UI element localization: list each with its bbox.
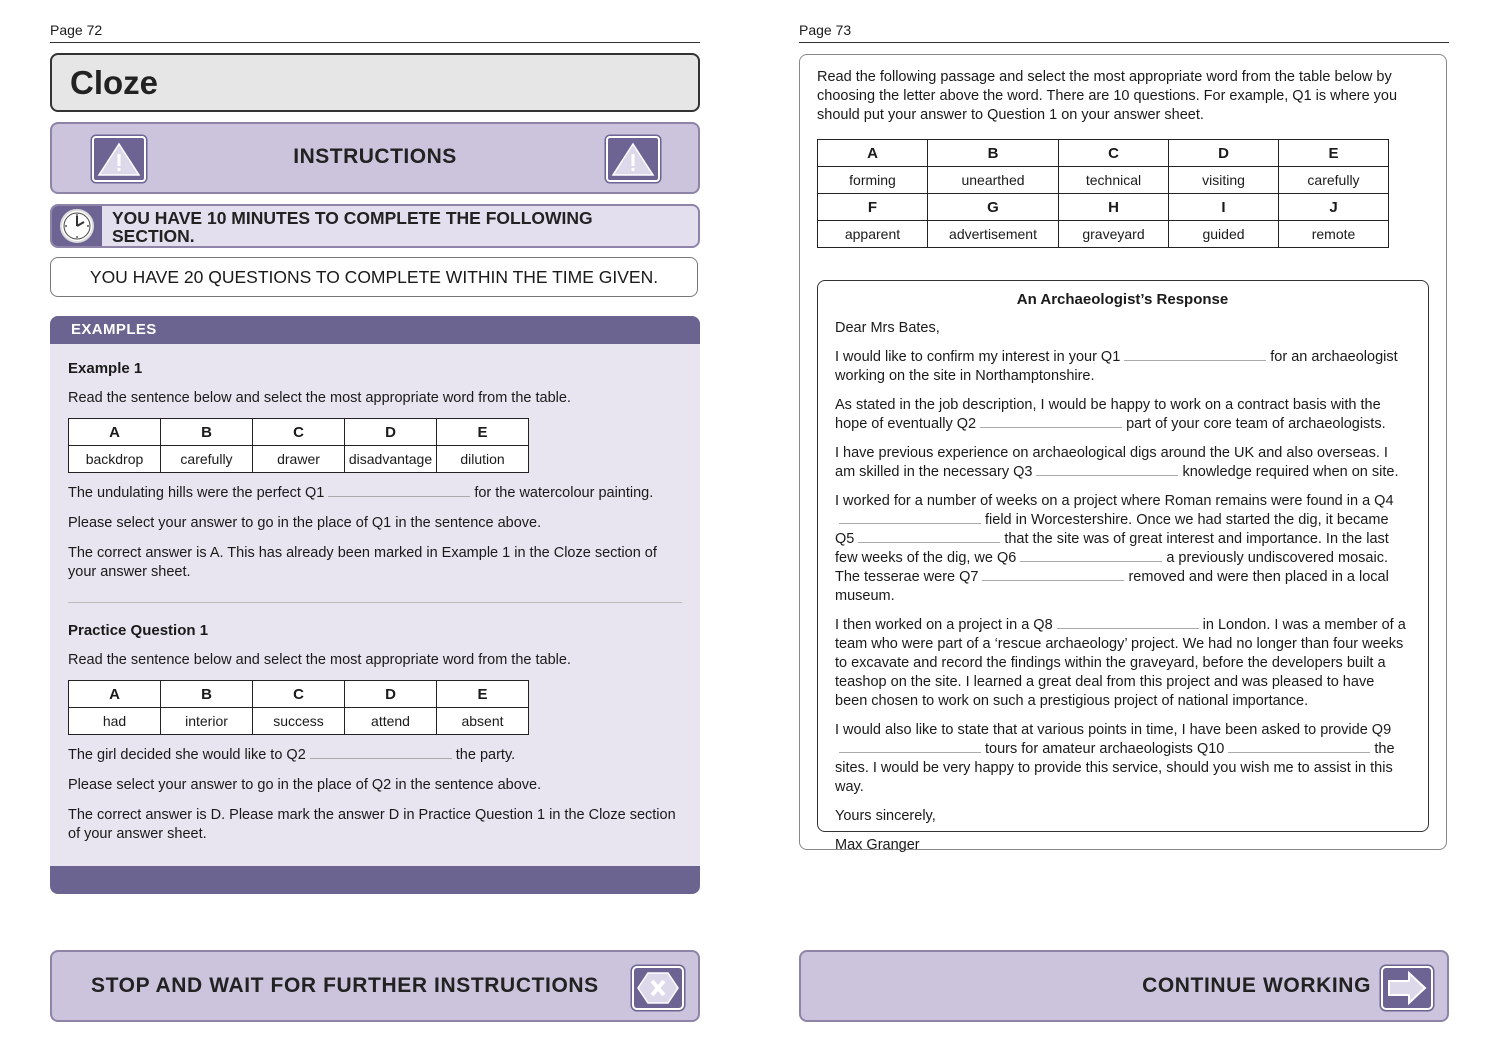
- time-notice-box: [50, 204, 700, 248]
- sentence-text: The girl decided she would like to Q2: [68, 747, 306, 763]
- example-1-select-text: Please select your answer to go in the place of Q1 in the sentence above.: [68, 515, 542, 531]
- paragraph: [835, 444, 1410, 482]
- passage-intro: Read the following passage and select the most appropriate word from the table below by choosing the letter above the word. There are 10 questions. For example, Q1 is where you should put your answer to Question 1 on your answer sheet.: [817, 69, 1398, 123]
- table-cell: drawer: [253, 446, 345, 473]
- practice-1-select-text: Please select your answer to go in the place of Q2 in the sentence above.: [68, 777, 542, 793]
- clock-icon: [52, 206, 102, 246]
- answer-blank: [839, 511, 981, 524]
- paragraph: [835, 396, 1410, 434]
- table-cell: D: [345, 419, 437, 446]
- practice-1-instruction: Read the sentence below and select the most appropriate word from the table.: [68, 652, 571, 668]
- table-cell: carefully: [1279, 167, 1389, 194]
- example-1-instruction: Read the sentence below and select the most appropriate word from the table.: [68, 390, 571, 406]
- table-cell: C: [253, 419, 345, 446]
- table-cell: A: [818, 140, 928, 167]
- table-cell: advertisement: [928, 221, 1059, 248]
- table-cell: E: [437, 419, 529, 446]
- table-cell: C: [1059, 140, 1169, 167]
- questions-notice: YOU HAVE 20 QUESTIONS TO COMPLETE WITHIN THE TIME GIVEN.: [50, 257, 698, 297]
- paragraph-text: a previously undiscovered mosaic. The tesserae were Q7: [835, 550, 1388, 585]
- table-cell: absent: [437, 708, 529, 735]
- continue-banner: [799, 950, 1449, 1022]
- paragraph-text: field in Worcestershire. Once we had started the dig, it became Q5: [835, 512, 1389, 547]
- answer-blank: [310, 746, 452, 759]
- table-cell: B: [928, 140, 1059, 167]
- divider: [68, 602, 682, 603]
- passage-box: [817, 280, 1429, 853]
- example-1-table: [68, 418, 529, 473]
- table-cell: D: [345, 681, 437, 708]
- examples-heading: EXAMPLES: [50, 316, 700, 344]
- example-1-title: Example 1: [68, 360, 143, 377]
- paragraph-text: I have previous experience on archaeological digs around the UK and also overseas. I am skilled in the necessary Q3: [835, 445, 1388, 480]
- paragraph-text: knowledge required when on site.: [1182, 464, 1399, 480]
- table-cell: apparent: [818, 221, 928, 248]
- paragraph-text: I then worked on a project in a Q8: [835, 617, 1053, 633]
- paragraph-text: I would like to confirm my interest in your Q1: [835, 349, 1121, 365]
- paragraph-text: the sites. I would be very happy to provide this service, should you wish me to assist in this way.: [835, 741, 1395, 795]
- answer-blank: [858, 530, 1000, 543]
- table-cell: remote: [1279, 221, 1389, 248]
- time-notice: YOU HAVE 10 MINUTES TO COMPLETE THE FOLLOWING SECTION.: [112, 208, 593, 246]
- example-1-answer-text: The correct answer is A. This has already been marked in Example 1 in the Cloze section of your answer sheet.: [68, 545, 657, 580]
- example-1-sentence: [68, 484, 688, 503]
- table-cell: unearthed: [928, 167, 1059, 194]
- practice-1-title: Practice Question 1: [68, 622, 209, 639]
- table-cell: E: [437, 681, 529, 708]
- passage-text: [835, 290, 1410, 865]
- table-cell: graveyard: [1059, 221, 1169, 248]
- continue-label: CONTINUE WORKING: [1142, 974, 1371, 997]
- table-cell: visiting: [1169, 167, 1279, 194]
- table-cell: interior: [161, 708, 253, 735]
- passage-section: [799, 54, 1447, 853]
- table-cell: A: [69, 681, 161, 708]
- table-cell: F: [818, 194, 928, 221]
- examples-panel: [50, 316, 700, 894]
- table-cell: H: [1059, 194, 1169, 221]
- section-title: Cloze: [70, 64, 159, 101]
- table-cell: J: [1279, 194, 1389, 221]
- closing: Yours sincerely,: [835, 808, 936, 824]
- table-cell: E: [1279, 140, 1389, 167]
- table-cell: B: [161, 681, 253, 708]
- warning-triangle-icon: [606, 136, 660, 182]
- page-label: Page 73: [799, 20, 1449, 43]
- signature: Max Granger: [835, 837, 920, 853]
- table-cell: success: [253, 708, 345, 735]
- practice-1-answer-text: The correct answer is D. Please mark the answer D in Practice Question 1 in the Cloze section of your answer sheet.: [68, 807, 676, 842]
- paragraph-text: for an archaeologist working on the site in Northamptonshire.: [835, 349, 1398, 384]
- table-cell: had: [69, 708, 161, 735]
- paragraph: [835, 492, 1410, 606]
- answer-blank: [1020, 549, 1162, 562]
- answer-blank: [980, 415, 1122, 428]
- answer-blank: [1124, 348, 1266, 361]
- table-cell: disadvantage: [345, 446, 437, 473]
- answer-blank: [839, 740, 981, 753]
- paragraph-text: in London. I was a member of a team who were part of a ‘rescue archaeology’ project. We had no longer than four weeks to excavate and record the findings within the graveyard, before the developers built a teashop on the site. I learned a great deal from this project and was pleased to have been chosen to work on such a prestigious project of national importance.: [835, 617, 1406, 709]
- paragraph-text: tours for amateur archaeologists Q10: [985, 741, 1225, 757]
- paragraph: [835, 616, 1410, 711]
- sentence-text: the party.: [455, 747, 516, 763]
- practice-1-table: [68, 680, 529, 735]
- salutation: Dear Mrs Bates,: [835, 320, 940, 336]
- page-73: [799, 0, 1449, 1061]
- table-cell: B: [161, 419, 253, 446]
- table-cell: technical: [1059, 167, 1169, 194]
- table-cell: C: [253, 681, 345, 708]
- answer-blank: [1036, 463, 1178, 476]
- stop-label: STOP AND WAIT FOR FURTHER INSTRUCTIONS: [91, 974, 599, 997]
- paragraph-text: removed and were then placed in a local museum.: [835, 569, 1389, 604]
- page-label: Page 72: [50, 20, 700, 43]
- examples-content: [68, 344, 688, 844]
- practice-1-sentence: [68, 746, 688, 765]
- table-cell: attend: [345, 708, 437, 735]
- instructions-banner: [50, 122, 700, 194]
- stop-x-icon: [632, 966, 684, 1010]
- answer-blank: [982, 568, 1124, 581]
- table-cell: backdrop: [69, 446, 161, 473]
- table-cell: D: [1169, 140, 1279, 167]
- answer-blank: [1057, 616, 1199, 629]
- table-cell: A: [69, 419, 161, 446]
- instructions-title: INSTRUCTIONS: [293, 145, 457, 168]
- paragraph-text: I worked for a number of weeks on a project where Roman remains were found in a Q4: [835, 493, 1394, 509]
- paragraph-text: I would also like to state that at various points in time, I have been asked to provide Q9: [835, 722, 1392, 738]
- examples-footer: [50, 866, 700, 894]
- table-cell: carefully: [161, 446, 253, 473]
- word-table: [817, 139, 1389, 248]
- sentence-text: for the watercolour painting.: [474, 485, 654, 501]
- paragraph: [835, 721, 1410, 797]
- page-72: [50, 0, 700, 1061]
- table-cell: guided: [1169, 221, 1279, 248]
- paragraph-text: part of your core team of archaeologists.: [1126, 416, 1386, 432]
- section-title-box: [50, 53, 700, 112]
- table-cell: forming: [818, 167, 928, 194]
- stop-banner: [50, 950, 700, 1022]
- answer-blank: [1228, 740, 1370, 753]
- answer-blank: [328, 484, 470, 497]
- paragraph-text: that the site was of great interest and importance. In the last few weeks of the dig, we Q6: [835, 531, 1389, 566]
- paragraph: [835, 348, 1410, 386]
- arrow-right-icon: [1381, 966, 1433, 1010]
- sentence-text: The undulating hills were the perfect Q1: [68, 485, 325, 501]
- paragraph-text: As stated in the job description, I would be happy to work on a contract basis with the hope of eventually Q2: [835, 397, 1381, 432]
- table-cell: I: [1169, 194, 1279, 221]
- table-cell: G: [928, 194, 1059, 221]
- table-cell: dilution: [437, 446, 529, 473]
- passage-title: An Archaeologist’s Response: [1016, 291, 1229, 308]
